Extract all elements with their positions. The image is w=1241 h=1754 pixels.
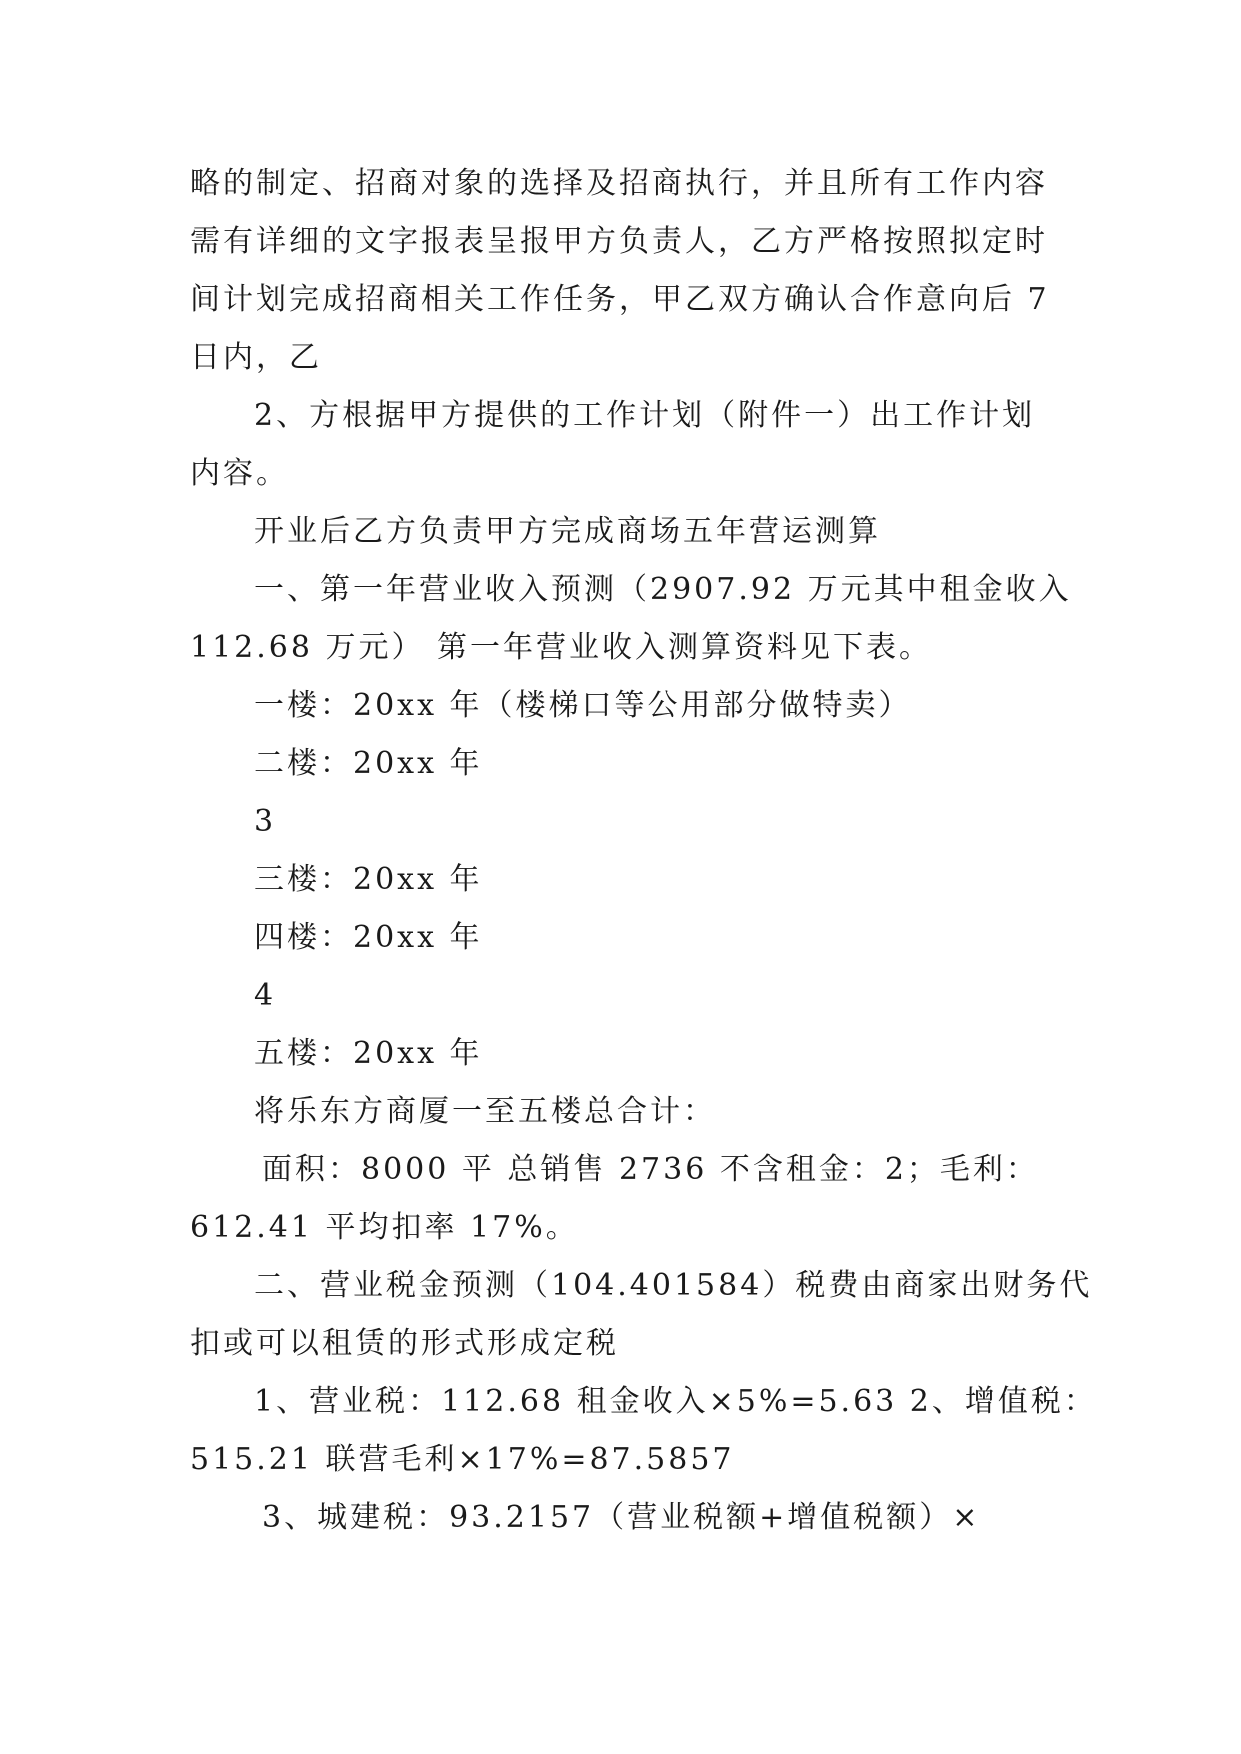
paragraph-line: 将乐东方商厦一至五楼总合计： [254,1094,716,1129]
paragraph-line: 需有详细的文字报表呈报甲方负责人，乙方严格按照拟定时 [190,224,1048,259]
paragraph-line: 3、城建税：93.2157（营业税额+增值税额）× [262,1500,981,1535]
paragraph-line: 间计划完成招商相关工作任务，甲乙双方确认合作意向后 7 [190,282,1050,317]
floor-line: 二楼：20xx 年 [254,746,483,781]
paragraph-line: 612.41 平均扣率 17%。 [190,1210,579,1245]
floor-line: 一楼：20xx 年（楼梯口等公用部分做特卖） [254,688,912,723]
paragraph-line: 日内，乙 [190,340,322,375]
page-number: 4 [254,978,277,1013]
floor-line: 三楼：20xx 年 [254,862,483,897]
paragraph-line: 112.68 万元） 第一年营业收入测算资料见下表。 [190,630,933,665]
paragraph-line: 扣或可以租赁的形式形成定税 [190,1326,619,1361]
paragraph-line: 面积：8000 平 总销售 2736 不含租金：2；毛利： [262,1152,1039,1187]
floor-line: 五楼：20xx 年 [254,1036,483,1071]
floor-line: 四楼：20xx 年 [254,920,483,955]
paragraph-line: 略的制定、招商对象的选择及招商执行，并且所有工作内容 [190,166,1048,201]
paragraph-line: 一、第一年营业收入预测（2907.92 万元其中租金收入 [254,572,1072,607]
section-heading: 开业后乙方负责甲方完成商场五年营运测算 [254,514,881,549]
paragraph-line: 1、营业税：112.68 租金收入×5%=5.63 2、增值税： [254,1384,1097,1419]
page-number: 3 [254,804,277,839]
paragraph-line: 515.21 联营毛利×17%=87.5857 [190,1442,735,1477]
paragraph-line: 内容。 [190,456,289,491]
paragraph-line: 2、方根据甲方提供的工作计划（附件一）出工作计划 [254,398,1036,433]
paragraph-line: 二、营业税金预测（104.401584）税费由商家出财务代 [254,1268,1093,1303]
